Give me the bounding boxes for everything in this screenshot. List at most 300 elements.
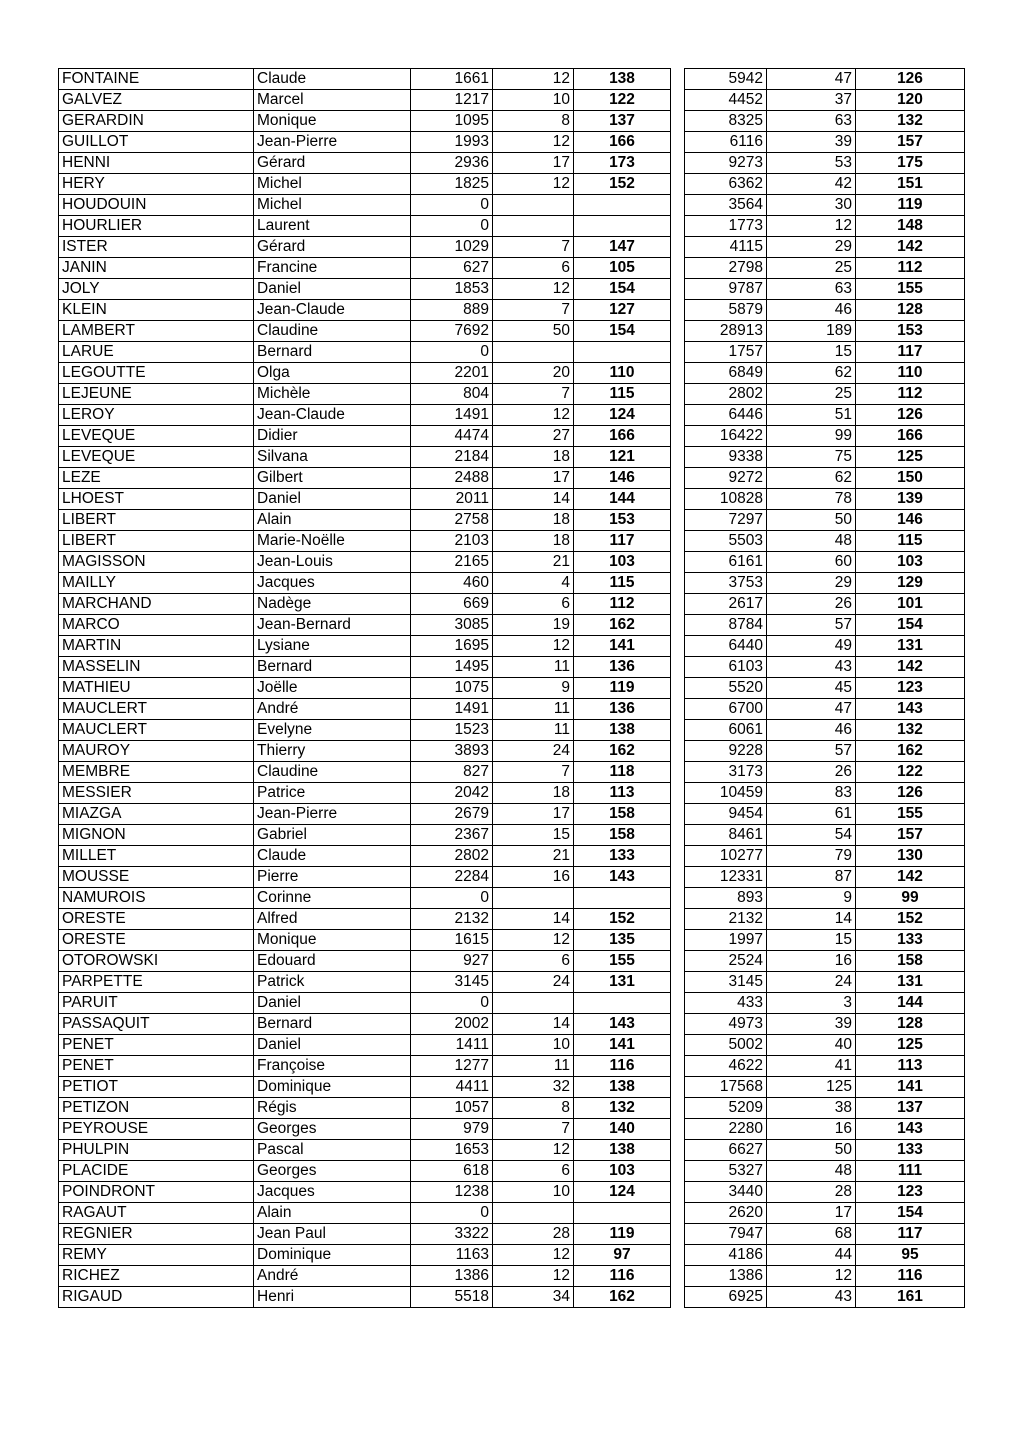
average-cell [574, 1203, 671, 1224]
total-points-cell: 3753 [685, 573, 767, 594]
first-name-cell: Jacques [254, 1182, 411, 1203]
last-name-cell: LHOEST [59, 489, 254, 510]
games-cell: 6 [493, 951, 574, 972]
average-cell: 152 [574, 174, 671, 195]
table-row [59, 426, 671, 447]
last-name-cell: JANIN [59, 258, 254, 279]
average-cell: 117 [574, 531, 671, 552]
table-row [59, 132, 671, 153]
last-name-cell: ISTER [59, 237, 254, 258]
total-points-cell: 6627 [685, 1140, 767, 1161]
table-row [59, 1287, 671, 1308]
cumulative-results-body [685, 69, 965, 1308]
points-cell: 627 [411, 258, 493, 279]
total-games-cell: 14 [767, 909, 856, 930]
total-games-cell: 15 [767, 342, 856, 363]
total-average-cell: 112 [856, 258, 965, 279]
total-points-cell: 9338 [685, 447, 767, 468]
games-cell: 32 [493, 1077, 574, 1098]
games-cell: 12 [493, 1140, 574, 1161]
games-cell: 12 [493, 1266, 574, 1287]
total-points-cell: 5879 [685, 300, 767, 321]
last-name-cell: MAGISSON [59, 552, 254, 573]
total-average-cell: 150 [856, 468, 965, 489]
total-games-cell: 79 [767, 846, 856, 867]
total-average-cell: 95 [856, 1245, 965, 1266]
total-average-cell: 110 [856, 363, 965, 384]
last-name-cell: LEZE [59, 468, 254, 489]
table-row [685, 1245, 965, 1266]
games-cell [493, 1203, 574, 1224]
games-cell: 12 [493, 636, 574, 657]
table-row [59, 405, 671, 426]
total-games-cell: 12 [767, 216, 856, 237]
games-cell: 12 [493, 1245, 574, 1266]
table-row [685, 552, 965, 573]
total-average-cell: 132 [856, 720, 965, 741]
first-name-cell: Silvana [254, 447, 411, 468]
total-points-cell: 6362 [685, 174, 767, 195]
total-points-cell: 1773 [685, 216, 767, 237]
total-games-cell: 40 [767, 1035, 856, 1056]
table-row [59, 720, 671, 741]
total-points-cell: 2132 [685, 909, 767, 930]
first-name-cell: Michèle [254, 384, 411, 405]
total-average-cell: 158 [856, 951, 965, 972]
average-cell: 110 [574, 363, 671, 384]
last-name-cell: OTOROWSKI [59, 951, 254, 972]
average-cell: 143 [574, 867, 671, 888]
table-row [685, 1119, 965, 1140]
games-cell: 18 [493, 531, 574, 552]
first-name-cell: Francine [254, 258, 411, 279]
total-points-cell: 2617 [685, 594, 767, 615]
table-row [685, 1266, 965, 1287]
last-name-cell: HERY [59, 174, 254, 195]
table-row [59, 321, 671, 342]
table-row [59, 1056, 671, 1077]
total-points-cell: 2524 [685, 951, 767, 972]
points-cell: 2011 [411, 489, 493, 510]
first-name-cell: Alain [254, 510, 411, 531]
last-name-cell: PETIZON [59, 1098, 254, 1119]
points-cell: 2184 [411, 447, 493, 468]
points-cell: 1853 [411, 279, 493, 300]
first-name-cell: Lysiane [254, 636, 411, 657]
points-cell: 1495 [411, 657, 493, 678]
last-name-cell: PARUIT [59, 993, 254, 1014]
last-name-cell: RIGAUD [59, 1287, 254, 1308]
table-row [59, 342, 671, 363]
total-games-cell: 16 [767, 1119, 856, 1140]
table-row [685, 342, 965, 363]
points-cell: 804 [411, 384, 493, 405]
points-cell: 1075 [411, 678, 493, 699]
points-cell: 979 [411, 1119, 493, 1140]
first-name-cell: Monique [254, 930, 411, 951]
points-cell: 1095 [411, 111, 493, 132]
points-cell: 2802 [411, 846, 493, 867]
table-row [685, 384, 965, 405]
last-name-cell: REGNIER [59, 1224, 254, 1245]
table-row [59, 1140, 671, 1161]
average-cell: 136 [574, 699, 671, 720]
total-games-cell: 78 [767, 489, 856, 510]
total-games-cell: 44 [767, 1245, 856, 1266]
total-games-cell: 42 [767, 174, 856, 195]
table-row [685, 300, 965, 321]
total-points-cell: 3564 [685, 195, 767, 216]
total-points-cell: 5503 [685, 531, 767, 552]
average-cell: 113 [574, 783, 671, 804]
total-average-cell: 133 [856, 1140, 965, 1161]
points-cell: 2488 [411, 468, 493, 489]
average-cell: 135 [574, 930, 671, 951]
points-cell: 3085 [411, 615, 493, 636]
total-average-cell: 142 [856, 237, 965, 258]
total-games-cell: 39 [767, 132, 856, 153]
points-cell: 1238 [411, 1182, 493, 1203]
points-cell: 2367 [411, 825, 493, 846]
total-games-cell: 63 [767, 111, 856, 132]
games-cell: 6 [493, 1161, 574, 1182]
total-games-cell: 189 [767, 321, 856, 342]
games-cell: 7 [493, 300, 574, 321]
average-cell: 116 [574, 1266, 671, 1287]
first-name-cell: Patrick [254, 972, 411, 993]
last-name-cell: MIGNON [59, 825, 254, 846]
table-row [59, 615, 671, 636]
average-cell: 112 [574, 594, 671, 615]
total-points-cell: 8784 [685, 615, 767, 636]
last-name-cell: POINDRONT [59, 1182, 254, 1203]
points-cell: 2002 [411, 1014, 493, 1035]
first-name-cell: André [254, 699, 411, 720]
first-name-cell: Alfred [254, 909, 411, 930]
total-average-cell: 161 [856, 1287, 965, 1308]
table-row [59, 636, 671, 657]
table-row [685, 69, 965, 90]
table-row [685, 489, 965, 510]
games-cell: 7 [493, 237, 574, 258]
total-points-cell: 10277 [685, 846, 767, 867]
total-points-cell: 7297 [685, 510, 767, 531]
first-name-cell: Daniel [254, 489, 411, 510]
points-cell: 0 [411, 993, 493, 1014]
average-cell: 105 [574, 258, 671, 279]
last-name-cell: MAUCLERT [59, 720, 254, 741]
first-name-cell: Monique [254, 111, 411, 132]
total-games-cell: 47 [767, 699, 856, 720]
total-average-cell: 142 [856, 657, 965, 678]
total-games-cell: 83 [767, 783, 856, 804]
total-games-cell: 47 [767, 69, 856, 90]
first-name-cell: Gérard [254, 237, 411, 258]
first-name-cell: Claudine [254, 762, 411, 783]
average-cell: 158 [574, 825, 671, 846]
total-average-cell: 101 [856, 594, 965, 615]
total-games-cell: 39 [767, 1014, 856, 1035]
last-name-cell: FONTAINE [59, 69, 254, 90]
points-cell: 4474 [411, 426, 493, 447]
games-cell: 21 [493, 552, 574, 573]
total-points-cell: 10828 [685, 489, 767, 510]
games-cell: 11 [493, 657, 574, 678]
total-points-cell: 1386 [685, 1266, 767, 1287]
games-cell: 12 [493, 279, 574, 300]
total-average-cell: 113 [856, 1056, 965, 1077]
total-games-cell: 49 [767, 636, 856, 657]
total-average-cell: 132 [856, 111, 965, 132]
total-games-cell: 48 [767, 1161, 856, 1182]
table-row [59, 993, 671, 1014]
season-results-table [58, 68, 671, 1308]
table-row [59, 594, 671, 615]
total-average-cell: 162 [856, 741, 965, 762]
total-points-cell: 893 [685, 888, 767, 909]
table-row [59, 825, 671, 846]
table-row [685, 804, 965, 825]
total-average-cell: 126 [856, 405, 965, 426]
games-cell: 7 [493, 384, 574, 405]
last-name-cell: MOUSSE [59, 867, 254, 888]
table-row [59, 1014, 671, 1035]
total-average-cell: 129 [856, 573, 965, 594]
first-name-cell: Daniel [254, 279, 411, 300]
total-games-cell: 12 [767, 1266, 856, 1287]
average-cell: 115 [574, 384, 671, 405]
table-row [59, 1203, 671, 1224]
total-points-cell: 28913 [685, 321, 767, 342]
first-name-cell: Edouard [254, 951, 411, 972]
points-cell: 1825 [411, 174, 493, 195]
table-row [685, 111, 965, 132]
last-name-cell: HOUDOUIN [59, 195, 254, 216]
last-name-cell: PARPETTE [59, 972, 254, 993]
games-cell [493, 888, 574, 909]
table-row [59, 153, 671, 174]
first-name-cell: Régis [254, 1098, 411, 1119]
table-row [59, 279, 671, 300]
total-points-cell: 6161 [685, 552, 767, 573]
table-row [59, 1182, 671, 1203]
points-cell: 2103 [411, 531, 493, 552]
average-cell: 138 [574, 720, 671, 741]
first-name-cell: Michel [254, 195, 411, 216]
points-cell: 927 [411, 951, 493, 972]
first-name-cell: André [254, 1266, 411, 1287]
table-row [685, 741, 965, 762]
total-points-cell: 8325 [685, 111, 767, 132]
table-row [59, 1077, 671, 1098]
total-points-cell: 2802 [685, 384, 767, 405]
average-cell: 132 [574, 1098, 671, 1119]
games-cell: 10 [493, 90, 574, 111]
total-games-cell: 25 [767, 384, 856, 405]
points-cell: 1661 [411, 69, 493, 90]
table-row [685, 846, 965, 867]
table-row [59, 384, 671, 405]
table-row [685, 888, 965, 909]
last-name-cell: MARCO [59, 615, 254, 636]
total-average-cell: 143 [856, 699, 965, 720]
total-average-cell: 131 [856, 972, 965, 993]
total-points-cell: 3145 [685, 972, 767, 993]
table-row [59, 930, 671, 951]
total-average-cell: 115 [856, 531, 965, 552]
total-games-cell: 46 [767, 720, 856, 741]
points-cell: 460 [411, 573, 493, 594]
total-average-cell: 143 [856, 1119, 965, 1140]
total-average-cell: 128 [856, 1014, 965, 1035]
games-cell: 14 [493, 1014, 574, 1035]
last-name-cell: ORESTE [59, 930, 254, 951]
points-cell: 3145 [411, 972, 493, 993]
table-row [59, 111, 671, 132]
total-games-cell: 51 [767, 405, 856, 426]
total-games-cell: 43 [767, 657, 856, 678]
total-points-cell: 10459 [685, 783, 767, 804]
table-row [685, 762, 965, 783]
last-name-cell: MAUROY [59, 741, 254, 762]
table-row [59, 69, 671, 90]
games-cell: 8 [493, 1098, 574, 1119]
total-points-cell: 6440 [685, 636, 767, 657]
games-cell: 14 [493, 909, 574, 930]
last-name-cell: LEJEUNE [59, 384, 254, 405]
points-cell: 1993 [411, 132, 493, 153]
games-cell: 12 [493, 930, 574, 951]
table-row [59, 909, 671, 930]
first-name-cell: Georges [254, 1161, 411, 1182]
average-cell: 131 [574, 972, 671, 993]
games-cell: 7 [493, 762, 574, 783]
games-cell: 4 [493, 573, 574, 594]
games-cell: 12 [493, 132, 574, 153]
table-row [59, 195, 671, 216]
points-cell: 0 [411, 216, 493, 237]
table-row [685, 720, 965, 741]
games-cell: 50 [493, 321, 574, 342]
games-cell: 24 [493, 741, 574, 762]
games-cell: 14 [493, 489, 574, 510]
points-cell: 1057 [411, 1098, 493, 1119]
points-cell: 5518 [411, 1287, 493, 1308]
total-points-cell: 3173 [685, 762, 767, 783]
table-row [685, 1098, 965, 1119]
total-average-cell: 112 [856, 384, 965, 405]
table-row [685, 825, 965, 846]
first-name-cell: Jean-Louis [254, 552, 411, 573]
total-points-cell: 7947 [685, 1224, 767, 1245]
games-cell: 21 [493, 846, 574, 867]
first-name-cell: Pierre [254, 867, 411, 888]
table-row [59, 972, 671, 993]
total-points-cell: 3440 [685, 1182, 767, 1203]
last-name-cell: MILLET [59, 846, 254, 867]
table-row [59, 510, 671, 531]
total-games-cell: 60 [767, 552, 856, 573]
table-row [685, 1203, 965, 1224]
average-cell: 127 [574, 300, 671, 321]
table-row [685, 510, 965, 531]
average-cell: 154 [574, 279, 671, 300]
table-row [59, 1224, 671, 1245]
points-cell: 2284 [411, 867, 493, 888]
first-name-cell: Laurent [254, 216, 411, 237]
table-row [685, 447, 965, 468]
games-cell: 7 [493, 1119, 574, 1140]
average-cell: 138 [574, 69, 671, 90]
table-row [685, 657, 965, 678]
first-name-cell: Didier [254, 426, 411, 447]
first-name-cell: Marie-Noëlle [254, 531, 411, 552]
total-games-cell: 50 [767, 510, 856, 531]
average-cell: 158 [574, 804, 671, 825]
first-name-cell: Nadège [254, 594, 411, 615]
total-points-cell: 2798 [685, 258, 767, 279]
last-name-cell: MESSIER [59, 783, 254, 804]
total-points-cell: 5002 [685, 1035, 767, 1056]
table-row [685, 426, 965, 447]
total-games-cell: 87 [767, 867, 856, 888]
first-name-cell: Jean-Claude [254, 405, 411, 426]
average-cell: 124 [574, 1182, 671, 1203]
table-row [59, 468, 671, 489]
total-games-cell: 57 [767, 741, 856, 762]
table-row [59, 678, 671, 699]
points-cell: 3322 [411, 1224, 493, 1245]
total-points-cell: 5209 [685, 1098, 767, 1119]
average-cell: 121 [574, 447, 671, 468]
average-cell [574, 195, 671, 216]
total-points-cell: 6446 [685, 405, 767, 426]
last-name-cell: HENNI [59, 153, 254, 174]
total-points-cell: 17568 [685, 1077, 767, 1098]
points-cell: 3893 [411, 741, 493, 762]
first-name-cell: Bernard [254, 1014, 411, 1035]
first-name-cell: Gérard [254, 153, 411, 174]
games-cell: 8 [493, 111, 574, 132]
first-name-cell: Jean-Pierre [254, 132, 411, 153]
table-row [59, 846, 671, 867]
total-games-cell: 38 [767, 1098, 856, 1119]
points-cell: 2758 [411, 510, 493, 531]
total-games-cell: 29 [767, 573, 856, 594]
points-cell: 2679 [411, 804, 493, 825]
points-cell: 2042 [411, 783, 493, 804]
average-cell: 162 [574, 615, 671, 636]
first-name-cell: Georges [254, 1119, 411, 1140]
total-points-cell: 5327 [685, 1161, 767, 1182]
total-points-cell: 6925 [685, 1287, 767, 1308]
first-name-cell: Jean Paul [254, 1224, 411, 1245]
table-row [59, 174, 671, 195]
games-cell [493, 216, 574, 237]
total-games-cell: 61 [767, 804, 856, 825]
total-average-cell: 123 [856, 1182, 965, 1203]
total-points-cell: 9787 [685, 279, 767, 300]
table-row [59, 216, 671, 237]
total-games-cell: 75 [767, 447, 856, 468]
average-cell: 146 [574, 468, 671, 489]
last-name-cell: LAMBERT [59, 321, 254, 342]
total-games-cell: 28 [767, 1182, 856, 1203]
total-points-cell: 2280 [685, 1119, 767, 1140]
table-row [685, 1056, 965, 1077]
total-average-cell: 126 [856, 69, 965, 90]
last-name-cell: MARTIN [59, 636, 254, 657]
